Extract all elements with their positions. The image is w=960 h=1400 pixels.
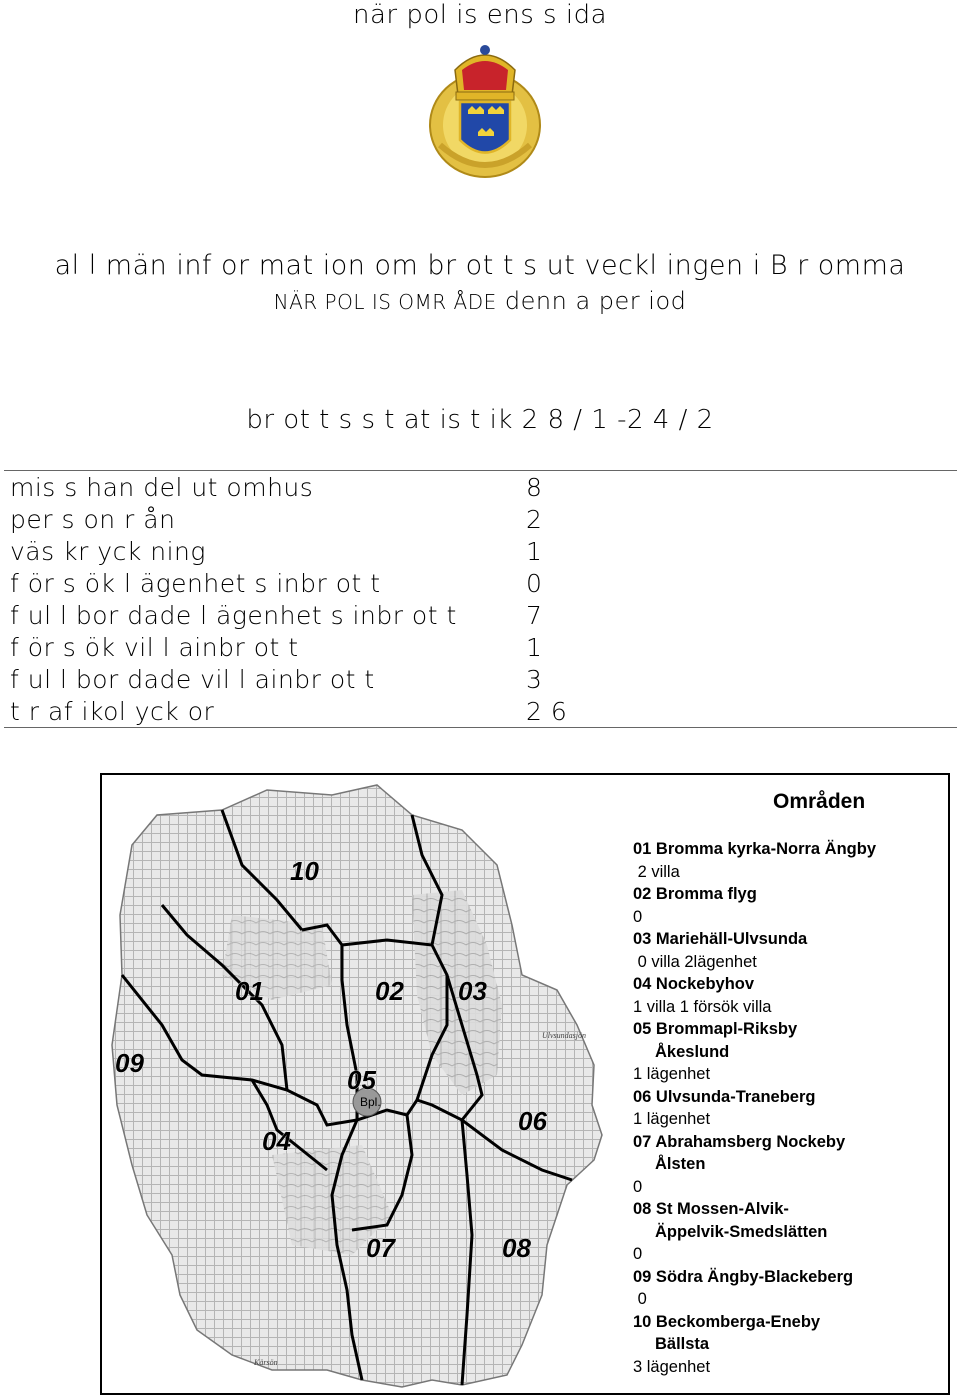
stats-row	[4, 471, 957, 504]
legend-area-value: 0	[633, 1290, 647, 1308]
stats-label: per s on r ån	[10, 504, 176, 534]
stats-empty-cell	[606, 599, 957, 631]
stats-row	[4, 631, 957, 663]
airport-label: Bpl.	[360, 1095, 381, 1109]
legend-area-name-cont: Äppelvik-Smedslätten	[655, 1222, 828, 1241]
map-legend	[633, 790, 953, 1378]
legend-item	[633, 1311, 953, 1379]
stats-label: f ul l bor dade l ägenhet s inbr ot t	[10, 600, 457, 630]
stats-empty-cell	[606, 503, 957, 535]
stats-empty-cell	[606, 471, 957, 504]
legend-area-name: 07 Abrahamsberg Nockeby	[633, 1132, 846, 1151]
stats-empty-cell	[606, 695, 957, 728]
legend-area-value: 0	[633, 1245, 643, 1263]
legend-item	[633, 1198, 953, 1266]
stats-value: 7	[526, 600, 543, 630]
stats-row	[4, 535, 957, 567]
stats-label: f ul l bor dade vil l ainbr ot t	[10, 664, 375, 694]
legend-area-value: 1 lägenhet	[633, 1110, 711, 1128]
stats-value: 2	[526, 504, 543, 534]
legend-item	[633, 838, 953, 883]
legend-area-value: 3 lägenhet	[633, 1357, 711, 1376]
intro-area-label: NÄR POL IS OMR ÅDE	[273, 290, 497, 314]
area-number: 02	[375, 976, 404, 1006]
legend-area-name: 10 Beckomberga-Eneby	[633, 1312, 821, 1331]
legend-item	[633, 1131, 953, 1199]
legend-list	[633, 838, 953, 1378]
legend-item	[633, 1266, 953, 1311]
legend-area-name: 03 Mariehäll-Ulvsunda	[633, 930, 808, 948]
legend-area-value: 0	[633, 907, 643, 926]
stats-value: 8	[526, 472, 543, 502]
legend-area-name-cont: Åkeslund	[655, 1042, 730, 1061]
legend-area-value: 1 villa 1 försök villa	[633, 997, 772, 1016]
stats-row	[4, 599, 957, 631]
police-crest-icon	[420, 40, 550, 180]
stats-value: 2 6	[526, 696, 568, 726]
area-number: 05	[347, 1065, 376, 1095]
area-number: 06	[518, 1106, 547, 1136]
stats-value: 1	[526, 632, 543, 662]
legend-area-value: 0 villa 2lägenhet	[633, 952, 757, 971]
area-number: 08	[502, 1233, 531, 1263]
legend-area-name-cont: Bällsta	[655, 1335, 710, 1353]
stats-title: br ot t s s t at is t ik 2 8 / 1 -2 4 / 2	[246, 405, 714, 435]
stats-label: t r af ikol yck or	[10, 696, 215, 726]
area-number: 04	[262, 1126, 291, 1156]
page-title: när pol is ens s ida	[352, 0, 608, 30]
stats-label: mis s han del ut omhus	[10, 472, 314, 502]
legend-title: Områden	[773, 790, 866, 813]
area-number: 01	[235, 976, 264, 1006]
stats-row	[4, 567, 957, 599]
stats-row	[4, 663, 957, 695]
stats-label: f ör s ök vil l ainbr ot t	[10, 632, 299, 662]
intro-line-1: al l män inf or mat ion om br ot t s ut veckl ingen i B r omma	[54, 250, 906, 281]
legend-area-name: 05 Brommapl-Riksby	[633, 1020, 798, 1038]
legend-area-value: 2 villa	[633, 862, 680, 881]
stats-value: 0	[526, 568, 543, 598]
legend-area-name: 01 Bromma kyrka-Norra Ängby	[633, 840, 877, 858]
water-label: Ulvsundasjön	[542, 1031, 586, 1040]
stats-row	[4, 503, 957, 535]
stats-empty-cell	[606, 631, 957, 663]
stats-empty-cell	[606, 663, 957, 695]
legend-area-name: 08 St Mossen-Alvik-	[633, 1200, 789, 1218]
legend-area-value: 1 lägenhet	[633, 1065, 711, 1083]
legend-item	[633, 973, 953, 1018]
legend-area-name: 09 Södra Ängby-Blackeberg	[633, 1267, 854, 1286]
area-number: 07	[366, 1233, 395, 1263]
legend-area-value: 0	[633, 1177, 643, 1196]
intro-period-label: denn a per iod	[504, 287, 687, 315]
area-number: 09	[115, 1048, 144, 1078]
legend-item	[633, 928, 953, 973]
stats-label: väs kr yck ning	[10, 536, 206, 566]
stats-row	[4, 695, 957, 728]
legend-area-name: 06 Ulvsunda-Traneberg	[633, 1087, 816, 1106]
stats-value: 3	[526, 664, 543, 694]
stats-value: 1	[526, 536, 543, 566]
legend-item	[633, 1018, 953, 1086]
legend-item	[633, 1086, 953, 1131]
crime-stats-table	[4, 470, 957, 728]
legend-area-name-cont: Ålsten	[655, 1155, 706, 1173]
legend-item	[633, 883, 953, 928]
area-number: 10	[290, 856, 319, 886]
area-number: 03	[458, 976, 487, 1006]
stats-label: f ör s ök l ägenhet s inbr ot t	[10, 568, 381, 598]
water-label: Kärsön	[254, 1358, 278, 1367]
legend-area-name: 04 Nockebyhov	[633, 975, 755, 993]
stats-empty-cell	[606, 567, 957, 599]
legend-area-name: 02 Bromma flyg	[633, 885, 757, 903]
intro-line-2	[0, 287, 960, 315]
stats-empty-cell	[606, 535, 957, 567]
